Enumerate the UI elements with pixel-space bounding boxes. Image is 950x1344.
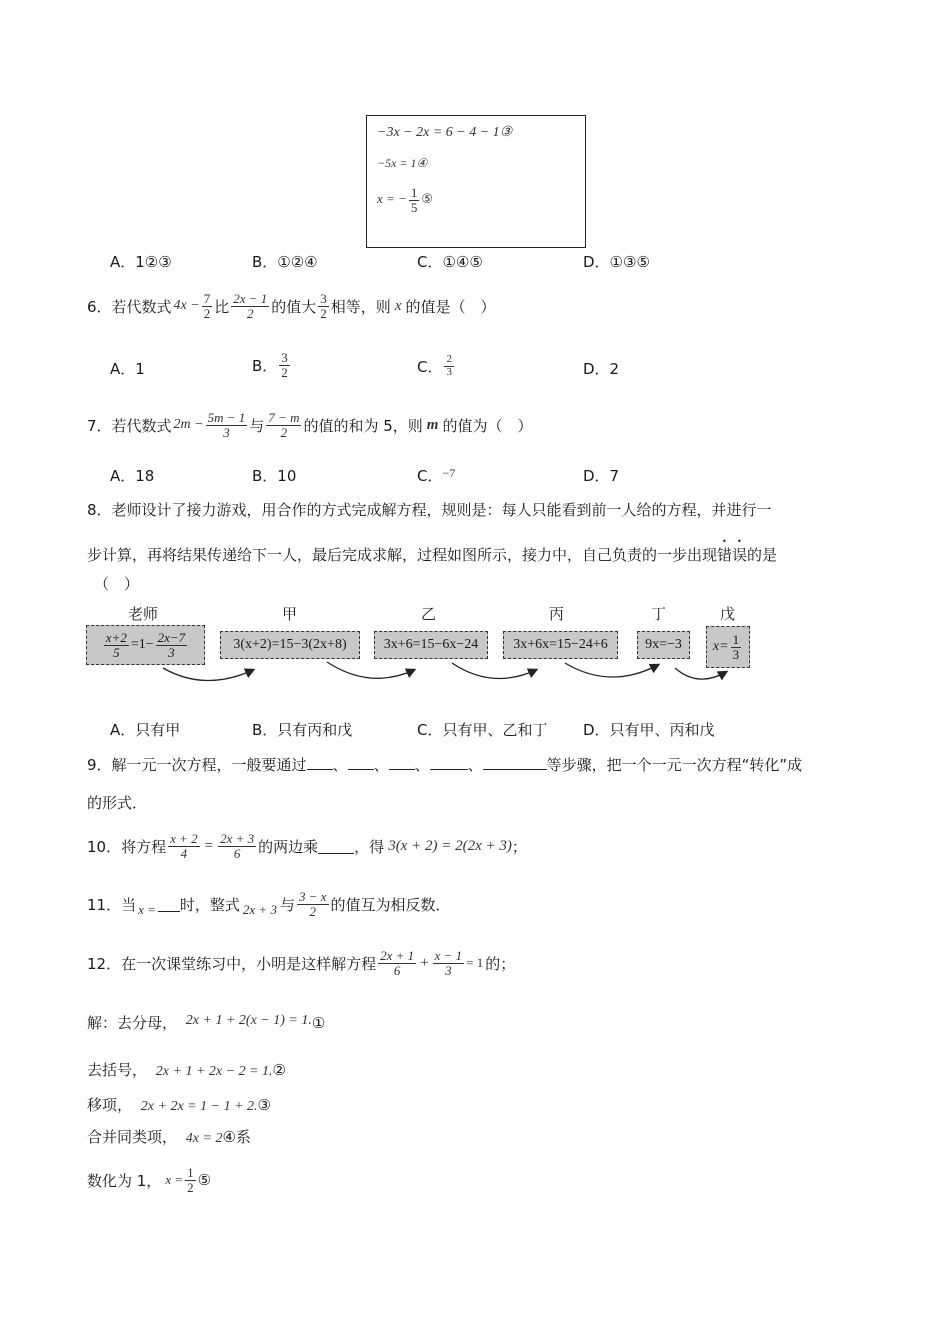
q12-step-5-num: 1 bbox=[187, 1164, 194, 1180]
q12-step-1 bbox=[87, 1012, 325, 1033]
q12-step-2 bbox=[87, 1059, 286, 1080]
teacher-f1-num: x+2 bbox=[105, 629, 127, 645]
q9-blank-4[interactable] bbox=[430, 755, 468, 770]
q12-step-2-mark: ② bbox=[272, 1061, 286, 1079]
q8-option-d[interactable]: D．只有甲、丙和戊 bbox=[583, 721, 715, 739]
q6-option-a[interactable]: A．1 bbox=[110, 360, 145, 378]
teacher-f1-den: 5 bbox=[104, 645, 129, 660]
q12-step-3-label: 移项， bbox=[87, 1096, 133, 1114]
q12-step-5-lhs: x = bbox=[165, 1172, 184, 1187]
q10-result: 3(x + 2) = 2(2x + 3) bbox=[388, 837, 512, 854]
q12-step-2-label: 去括号， bbox=[87, 1061, 148, 1079]
q6-suffix1: 相等，则 bbox=[330, 297, 391, 316]
q7-f2-num: 7 − m bbox=[268, 409, 300, 425]
q12-step-3 bbox=[87, 1094, 271, 1115]
chain-box-bing: 3x+6x=15−24+6 bbox=[503, 631, 618, 659]
chain-label-yi: 乙 bbox=[421, 605, 437, 623]
q6-f3-num: 3 bbox=[320, 290, 327, 306]
arrow-bing-ding bbox=[565, 663, 658, 677]
q11-post: 的值互为相反数． bbox=[330, 895, 451, 914]
q7-option-b[interactable]: B．10 bbox=[252, 467, 297, 485]
q5-option-d[interactable]: D．①③⑤ bbox=[583, 253, 650, 271]
q12-step-5 bbox=[87, 1158, 211, 1202]
q7-option-c-value: −7 bbox=[442, 466, 456, 480]
wu-num: 1 bbox=[732, 631, 740, 647]
q12-step-3-mark: ③ bbox=[257, 1096, 271, 1114]
box-line-3-mark: ⑤ bbox=[421, 191, 433, 207]
q11-var: x = bbox=[138, 902, 156, 917]
q11-stem bbox=[87, 883, 451, 925]
q9-post: 等步骤，把一个一元一次方程“转化”成 bbox=[546, 756, 803, 774]
q12-f2-den: 3 bbox=[433, 963, 465, 978]
q9-line-1 bbox=[87, 754, 802, 775]
q11-blank[interactable] bbox=[158, 897, 180, 912]
chain-label-wu: 戊 bbox=[720, 605, 736, 623]
box-line-3-lhs: x = − bbox=[377, 191, 407, 207]
q9-sep-2: 、 bbox=[373, 756, 389, 774]
q7-yu: 与 bbox=[249, 416, 265, 435]
q12-stem bbox=[87, 941, 515, 985]
q8-option-c[interactable]: C．只有甲、乙和丁 bbox=[417, 721, 548, 739]
q10-post: ，得 bbox=[354, 837, 385, 856]
q10-pre: 10．将方程 bbox=[87, 837, 167, 856]
q10-eq: = bbox=[204, 837, 214, 854]
q12-step-5-mark: ⑤ bbox=[197, 1171, 212, 1189]
q6-f2-num: 2x − 1 bbox=[233, 290, 268, 306]
q11-f-den: 2 bbox=[297, 904, 329, 919]
q11-f-num: 3 − x bbox=[298, 888, 327, 904]
q6-suffix2: 的值是（ ） bbox=[405, 297, 496, 316]
arrow-yi-bing bbox=[452, 663, 536, 679]
q7-f2-den: 2 bbox=[266, 425, 301, 440]
q10-f2-den: 6 bbox=[218, 846, 256, 861]
q5-option-a[interactable]: A．1②③ bbox=[110, 253, 172, 271]
box-line-1: −3x − 2x = 6 − 4 − 1③ bbox=[377, 125, 513, 140]
teacher-f2-den: 3 bbox=[156, 645, 188, 660]
q12-step-4-mark: ④ bbox=[222, 1128, 236, 1146]
q12-pre: 12．在一次课堂练习中，小明是这样解方程 bbox=[87, 954, 377, 973]
chain-box-jia: 3(x+2)=15−3(2x+8) bbox=[220, 631, 360, 659]
teacher-f2-num: 2x−7 bbox=[157, 629, 186, 645]
q5-option-b[interactable]: B．①②④ bbox=[252, 253, 318, 271]
q6-option-b-label: B． bbox=[252, 356, 278, 375]
q8-option-a[interactable]: A．只有甲 bbox=[110, 721, 181, 739]
q6-f2-den: 2 bbox=[231, 306, 269, 321]
q12-f1-num: 2x + 1 bbox=[380, 947, 415, 963]
q9-pre: 9．解一元一次方程，一般要通过 bbox=[87, 756, 307, 774]
q5-option-c[interactable]: C．①④⑤ bbox=[417, 253, 483, 271]
q11-expr: 2x + 3 bbox=[242, 902, 277, 917]
q10-f2-num: 2x + 3 bbox=[220, 830, 255, 846]
q7-f1-den: 3 bbox=[206, 425, 248, 440]
q12-plus: + bbox=[420, 954, 429, 971]
q12-step-5-label: 数化为 1， bbox=[87, 1171, 162, 1190]
q8-line-1: 8．老师设计了接力游戏，用合作的方式完成解方程，规则是：每人只能看到前一人给的方程，并进行一 bbox=[87, 501, 772, 519]
q7-suffix1: 的值的和为 5，则 bbox=[303, 416, 423, 435]
q12-step-4-post: 系 bbox=[235, 1128, 251, 1146]
q6-option-c-num: 2 bbox=[446, 352, 452, 365]
box-line-3-num: 1 bbox=[410, 185, 418, 200]
q12-step-1-mark: ① bbox=[311, 1014, 326, 1032]
q6-expr1: 4x − bbox=[173, 298, 200, 313]
teacher-mid: =1− bbox=[130, 637, 154, 652]
q12-step-3-expr: 2x + 2x = 1 − 1 + 2. bbox=[140, 1099, 258, 1114]
q10-f1-den: 4 bbox=[168, 846, 200, 861]
q12-eq1: = 1 bbox=[466, 955, 484, 970]
q10-end: ； bbox=[511, 837, 527, 856]
arrow-ding-wu bbox=[675, 668, 726, 679]
q11-yu: 与 bbox=[279, 895, 295, 914]
arrow-jia-yi bbox=[327, 662, 414, 678]
q6-mid: 的值大 bbox=[271, 297, 317, 316]
q7-option-d[interactable]: D．7 bbox=[583, 467, 620, 485]
q12-step-4-label: 合并同类项， bbox=[87, 1128, 178, 1146]
q9-sep-4: 、 bbox=[467, 756, 483, 774]
q6-option-c-den: 3 bbox=[446, 365, 452, 378]
chain-label-ding: 丁 bbox=[651, 605, 667, 623]
q9-line-2: 的形式． bbox=[87, 794, 148, 812]
q9-sep-1: 、 bbox=[332, 756, 348, 774]
q9-sep-3: 、 bbox=[414, 756, 430, 774]
chain-box-yi: 3x+6=15−6x−24 bbox=[374, 631, 488, 659]
q12-post: 的； bbox=[485, 954, 516, 973]
q12-step-5-den: 2 bbox=[187, 1179, 194, 1195]
q12-f2-num: x − 1 bbox=[434, 947, 463, 963]
q12-f1-den: 6 bbox=[378, 963, 416, 978]
q6-prefix: 6．若代数式 bbox=[87, 297, 172, 316]
q6-option-b-num: 3 bbox=[281, 349, 288, 365]
q6-option-c-label: C． bbox=[417, 357, 443, 376]
q9-blank-5[interactable] bbox=[483, 755, 547, 770]
q8-emphasis: 错误 bbox=[717, 546, 748, 564]
q6-bi: 比 bbox=[214, 297, 230, 316]
box-line-3-den: 5 bbox=[410, 199, 418, 215]
q8-line-2-post: 的是 bbox=[747, 546, 778, 564]
q7-expr: 2m − bbox=[173, 417, 204, 432]
q7-option-c-label: C． bbox=[417, 467, 443, 485]
q9-blank-1[interactable] bbox=[307, 755, 333, 770]
q11-mid: 时，整式 bbox=[179, 895, 240, 914]
q12-step-1-expr: 2x + 1 + 2(x − 1) = 1. bbox=[185, 1013, 312, 1028]
wu-pre: x= bbox=[712, 639, 729, 654]
box-line-2: −5x = 1④ bbox=[377, 156, 428, 170]
q10-f1-num: x + 2 bbox=[170, 830, 198, 846]
q9-blank-3[interactable] bbox=[389, 755, 415, 770]
q10-blank[interactable] bbox=[318, 839, 354, 854]
q8-line-3: （ ） bbox=[94, 575, 140, 593]
q7-suffix2: 的值为（ ） bbox=[442, 416, 533, 435]
chain-label-jia: 甲 bbox=[282, 605, 298, 623]
q12-step-4 bbox=[87, 1126, 251, 1147]
q9-blank-2[interactable] bbox=[348, 755, 374, 770]
q7-prefix: 7．若代数式 bbox=[87, 416, 172, 435]
chain-label-bing: 丙 bbox=[549, 605, 565, 623]
q6-option-b-den: 2 bbox=[281, 364, 288, 380]
q6-option-d[interactable]: D．2 bbox=[583, 360, 620, 378]
q10-stem bbox=[87, 823, 527, 869]
q12-step-2-expr: 2x + 1 + 2x − 2 = 1. bbox=[155, 1064, 273, 1079]
q12-step-4-expr: 4x = 2 bbox=[185, 1131, 223, 1146]
q11-pre: 11．当 bbox=[87, 895, 137, 914]
q8-option-b[interactable]: B．只有丙和戊 bbox=[252, 721, 353, 739]
q6-f1-num: 7 bbox=[203, 290, 211, 306]
arrow-teacher-jia bbox=[163, 668, 253, 681]
chain-label-teacher: 老师 bbox=[128, 605, 159, 623]
chain-box-ding: 9x=−3 bbox=[637, 631, 690, 659]
q6-f3-den: 2 bbox=[320, 305, 327, 321]
q12-step-1-label: 解：去分母， bbox=[87, 1014, 178, 1032]
wu-den: 3 bbox=[732, 646, 740, 662]
q6-var: x bbox=[394, 297, 402, 314]
q7-var: m bbox=[426, 416, 439, 433]
q6-f1-den: 2 bbox=[203, 305, 211, 321]
q7-f1-num: 5m − 1 bbox=[207, 409, 246, 425]
q10-mid: 的两边乘 bbox=[258, 837, 319, 856]
q7-option-a[interactable]: A．18 bbox=[110, 467, 155, 485]
q8-line-2-pre: 步计算，再将结果传递给下一人，最后完成求解，过程如图所示，接力中，自己负责的一步出现 bbox=[87, 546, 718, 564]
